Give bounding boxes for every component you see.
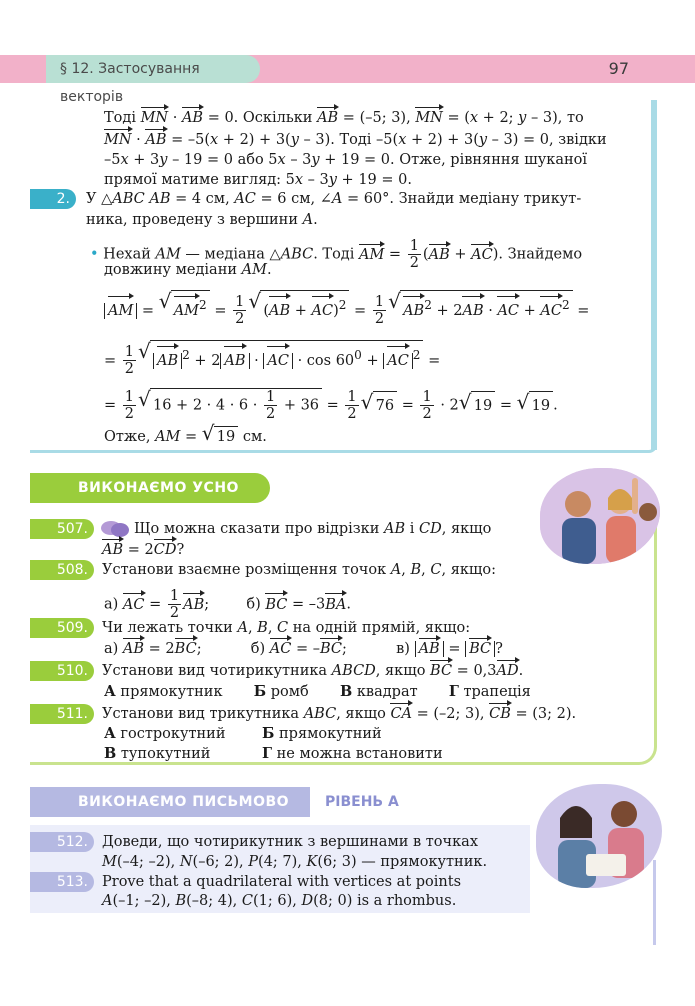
example-line-1: Тоді MN · AB = 0. Оскільки AB = (–5; 3), MN = (x + 2; y – 3), то [104, 110, 584, 126]
exercise-512-text: Доведи, що чотирикутник з вершинами в точках [102, 834, 479, 850]
option-a: А прямокутник [104, 683, 223, 700]
exercise-508-text: Установи взаємне розміщення точок A, B, C, якщо: [102, 562, 497, 578]
exercise-513-points: A(–1; –2), B(–8; 4), C(1; 6), D(8; 0) is a rhombus. [102, 893, 457, 909]
option-d: Г не можна встановити [262, 745, 443, 762]
option-d: Г трапеція [448, 683, 531, 700]
example-frame-bottom [30, 445, 657, 453]
exercise-511-options-row2 [104, 744, 443, 764]
exercise-511-text: Установи вид трикутника ABC, якщо CA = (–2; 3), CB = (3; 2). [102, 706, 577, 722]
exercise-507-condition: AB = 2CD? [102, 542, 185, 558]
exercise-number-508: 508. [30, 560, 94, 580]
option-b: Б ромб [253, 683, 309, 700]
option-b: Б прямокутний [262, 725, 382, 742]
example-line-2: MN · AB = –5(x + 2) + 3(y – 3). Тоді –5(x + 2) + 3(y – 3) = 0, звідки [104, 132, 607, 148]
example-frame-right [651, 100, 657, 450]
written-section-title: ВИКОНАЄМО ПИСЬМОВО [78, 794, 290, 810]
example-line-4: прямої матиме вигляд: 5x – 3y + 19 = 0. [104, 172, 412, 188]
students-writing-illustration [536, 784, 662, 888]
exercise-509-options: а) AB = 2BC; б) AC = –BC; в) AB = BC ? [104, 641, 503, 657]
formula-line-3: = $\frac{1}{2}$ √ 16 + 2 · 4 · 6 · $\frac{1}{2}$ + 36 = $\frac{1}{2}$ √ 76 = $\frac{1}{2}$ · 2√ 19 = √ 19 . [104, 388, 558, 422]
page-number: 97 [608, 59, 629, 78]
problem-2-line-2: ника, проведену з вершини A. [86, 212, 318, 228]
exercise-number-513: 513. [30, 872, 94, 892]
level-label: РІВЕНЬ А [325, 794, 399, 810]
option-a: А гострокутний [104, 725, 226, 742]
exercise-508-options: а) AC = $\frac{1}{2}$ AB; б) BC = –3BA. [104, 588, 351, 621]
section-title: § 12. Застосування векторів [46, 55, 260, 83]
exercise-number-510: 510. [30, 661, 94, 681]
conclusion-line: Отже, AM = √ 19 см. [104, 426, 267, 447]
problem-2-line-1: У △ABC AB = 4 см, AC = 6 см, ∠A = 60°. Знайди медіану трикут- [86, 191, 582, 207]
exercise-509-text: Чи лежать точки A, B, C на одній прямій, якщо: [102, 620, 471, 636]
exercise-number-509: 509. [30, 618, 94, 638]
formula-line-1: AM = √ $AM^2$ = $\frac{1}{2}$ √ (AB + AC)$^2$ = $\frac{1}{2}$ √ $AB^2 + 2AB$ · AC + $AC^2$ = [104, 290, 589, 327]
exercise-512-points: M(–4; –2), N(–6; 2), P(4; 7), K(6; 3) — прямокутник. [102, 854, 488, 870]
exercise-511-options-row1 [104, 724, 382, 744]
exercise-number-507: 507. [30, 519, 94, 539]
option-c: В тупокутний [104, 745, 211, 762]
exercise-510-options [104, 682, 531, 702]
written-frame-right [653, 860, 656, 945]
students-writing-photo [536, 784, 662, 888]
exercise-510-text: Установи вид чотирикутника ABCD, якщо BC = 0,3AD. [102, 663, 524, 679]
exercise-number-511: 511. [30, 704, 94, 724]
problem-number-badge: 2. [30, 189, 76, 209]
discussion-icon [100, 520, 130, 538]
exercise-number-512: 512. [30, 832, 94, 852]
solution-line-2: довжину медіани AM. [104, 262, 272, 278]
example-line-3: –5x + 3y – 19 = 0 або 5x – 3y + 19 = 0. Отже, рівняння шуканої [104, 152, 588, 168]
exercise-507-text: Що можна сказати про відрізки AB і CD, якщо [134, 521, 492, 537]
solution-line-1: • Нехай AM — медіана △ABC. Тоді AM = $\frac{1}{2}$ (AB + AC). Знайдемо [90, 238, 583, 271]
option-c: В квадрат [340, 683, 418, 700]
oral-section-title: ВИКОНАЄМО УСНО [78, 480, 239, 496]
exercise-513-text: Prove that a quadrilateral with vertices at points [102, 874, 462, 890]
formula-line-2: = $\frac{1}{2}$ √ AB $^2$ + 2 AB · AC · $\cos 60^0$ + AC $^2$ = [104, 340, 440, 377]
